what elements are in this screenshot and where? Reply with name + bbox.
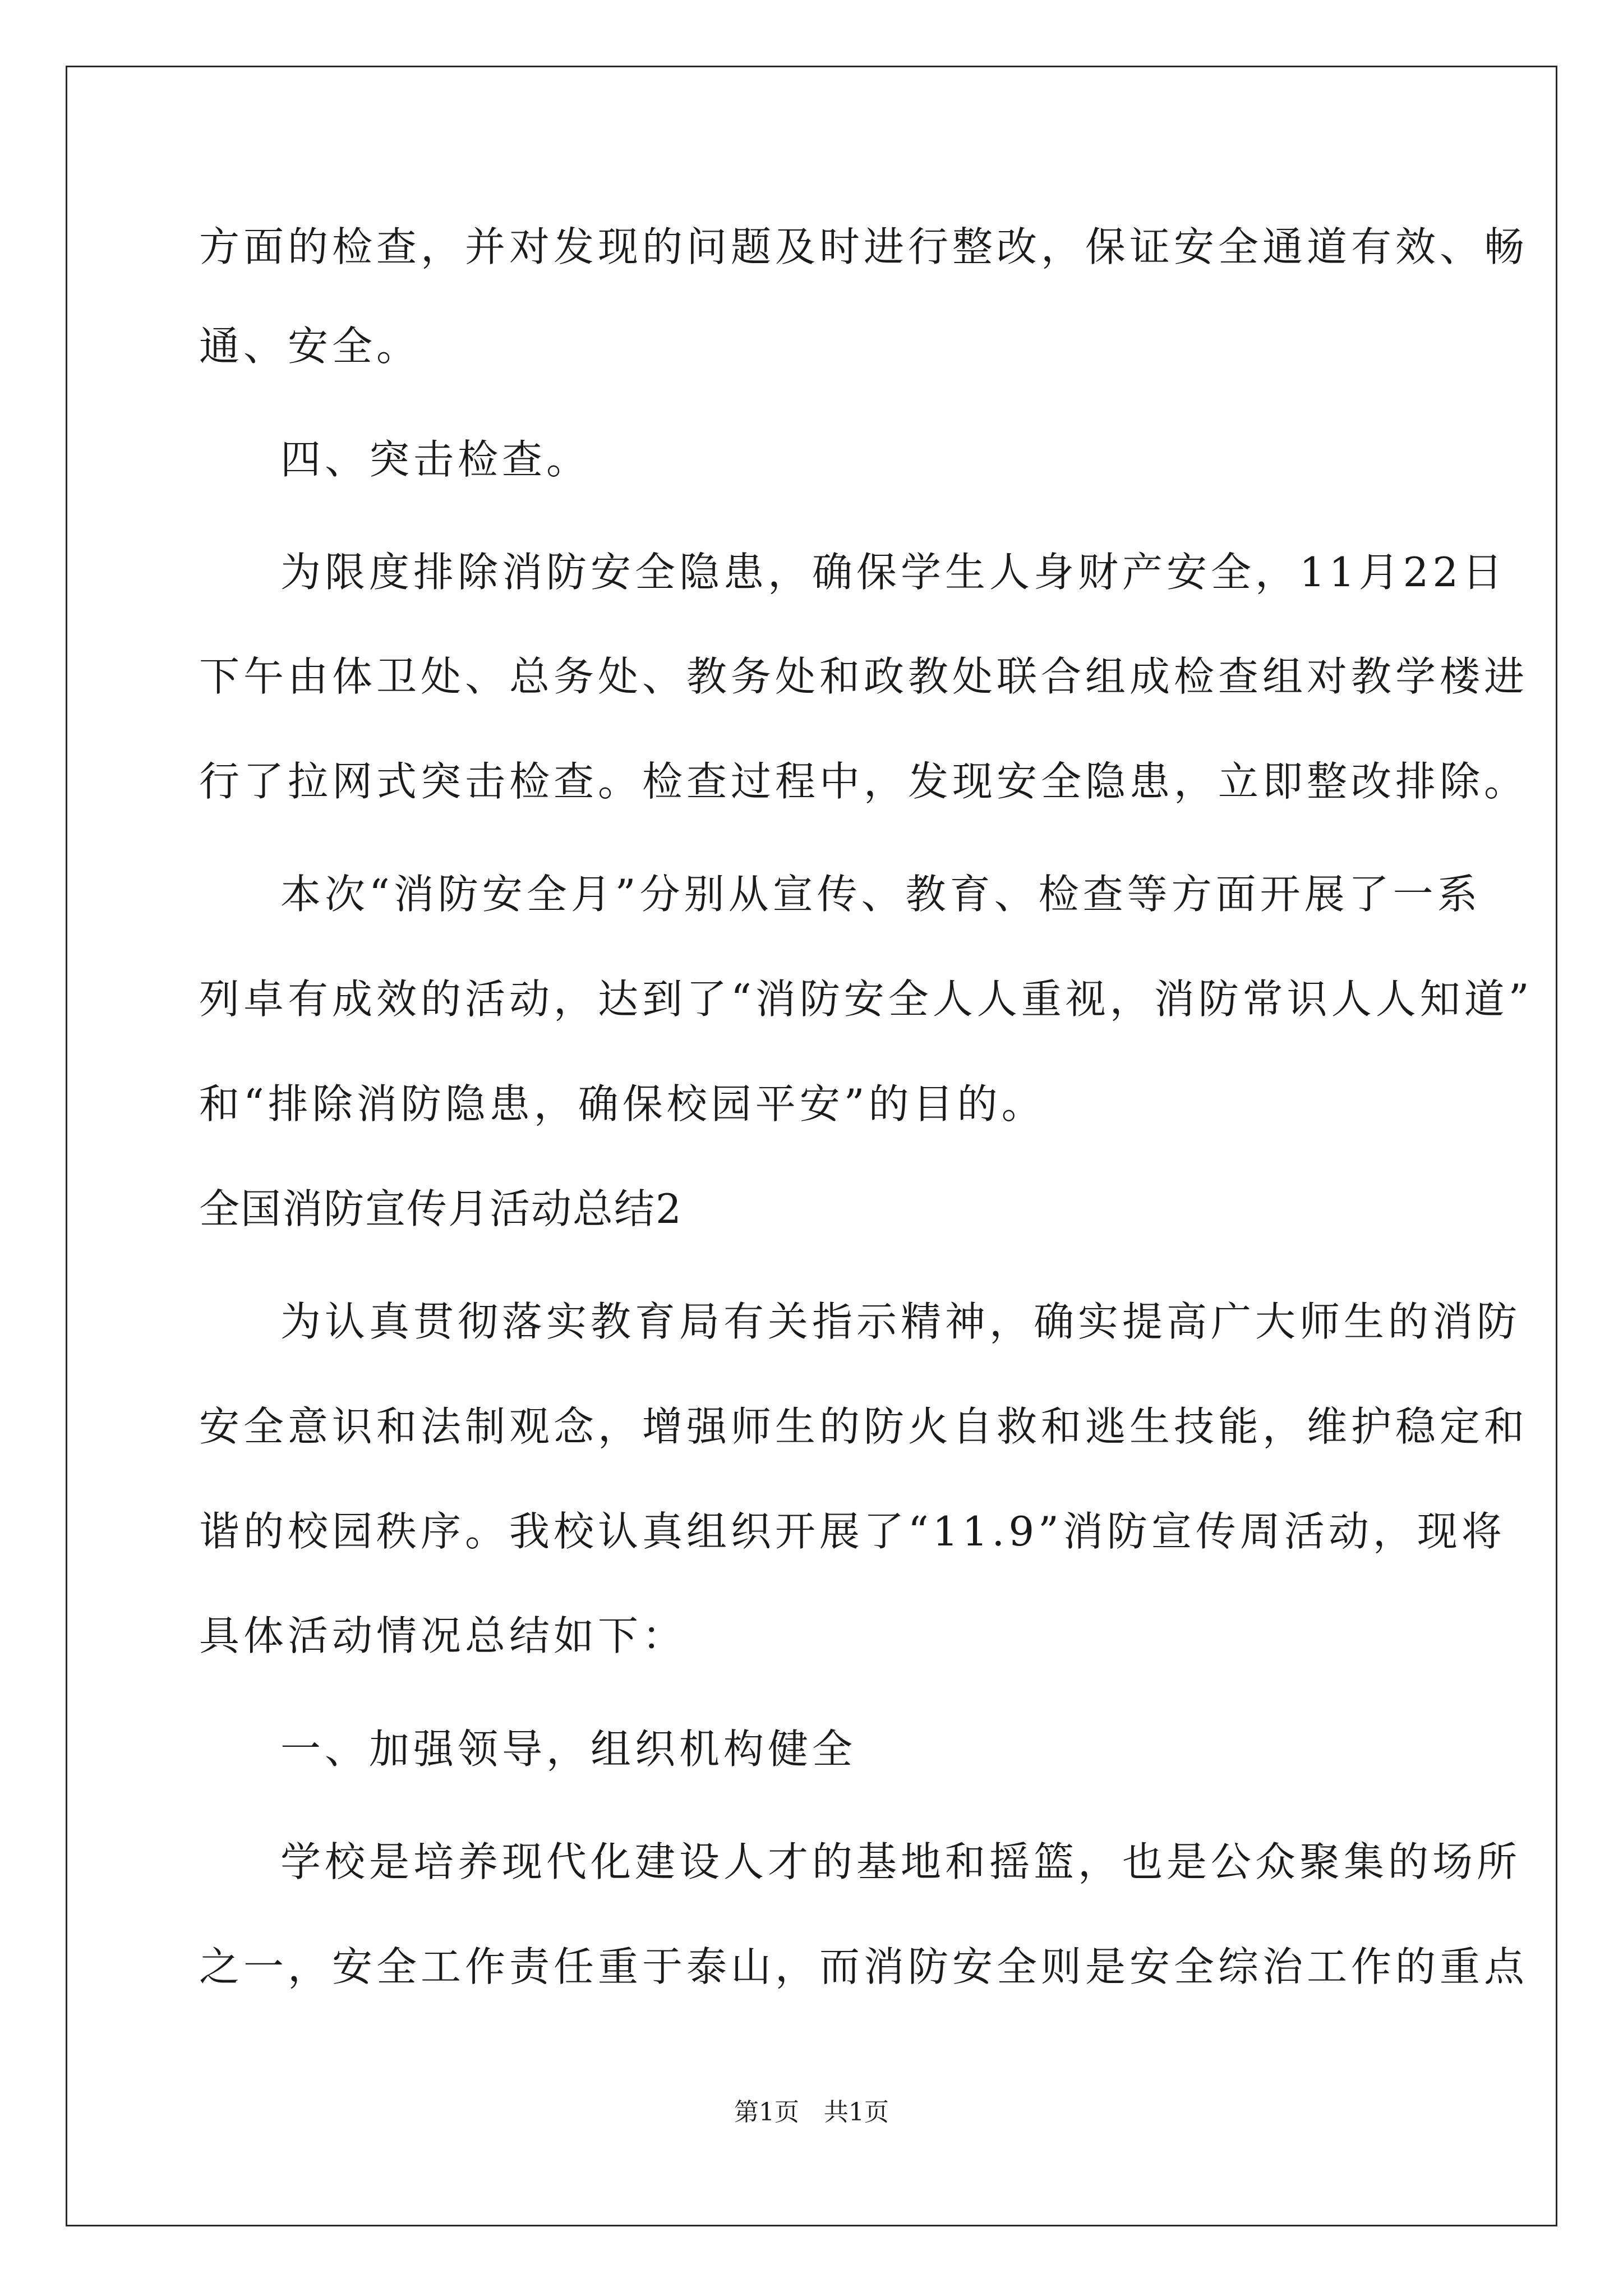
page-number-footer: 第1页 共1页 [734, 2098, 889, 2127]
text-line: 安全意识和法制观念，增强师生的防火自救和逃生技能，维护稳定和 [199, 1403, 1529, 1450]
text-line: 为限度排除消防安全隐患，确保学生人身财产安全，11月22日 [280, 549, 1507, 596]
text-line: 具体活动情况总结如下： [199, 1612, 687, 1659]
text-line: 之一，安全工作责任重于泰山，而消防安全则是安全综治工作的重点 [199, 1943, 1529, 1990]
text-line: 学校是培养现代化建设人才的基地和摇篮，也是公众聚集的场所 [280, 1838, 1521, 1885]
text-line: 为认真贯彻落实教育局有关指示精神，确实提高广大师生的消防 [280, 1298, 1521, 1345]
article-title: 全国消防宣传月活动总结2 [199, 1185, 683, 1232]
text-line: 通、安全。 [199, 323, 421, 370]
section-heading: 四、突击检查。 [280, 436, 591, 483]
text-line: 列卓有成效的活动，达到了“消防安全人人重视，消防常识人人知道” [199, 976, 1533, 1023]
text-line: 方面的检查，并对发现的问题及时进行整改，保证安全通道有效、畅 [199, 223, 1529, 270]
text-line: 行了拉网式突击检查。检查过程中，发现安全隐患，立即整改排除。 [199, 758, 1529, 805]
text-line: 和“排除消防隐患，确保校园平安”的目的。 [199, 1080, 1046, 1128]
page-border [66, 66, 1557, 2226]
text-line: 下午由体卫处、总务处、教务处和政教处联合组成检查组对教学楼进 [199, 653, 1529, 700]
text-line: 谐的校园秩序。我校认真组织开展了“11.9”消防宣传周活动，现将 [199, 1508, 1506, 1555]
section-heading: 一、加强领导，组织机构健全 [280, 1726, 857, 1773]
text-line: 本次“消防安全月”分别从宣传、教育、检查等方面开展了一系 [280, 871, 1482, 918]
